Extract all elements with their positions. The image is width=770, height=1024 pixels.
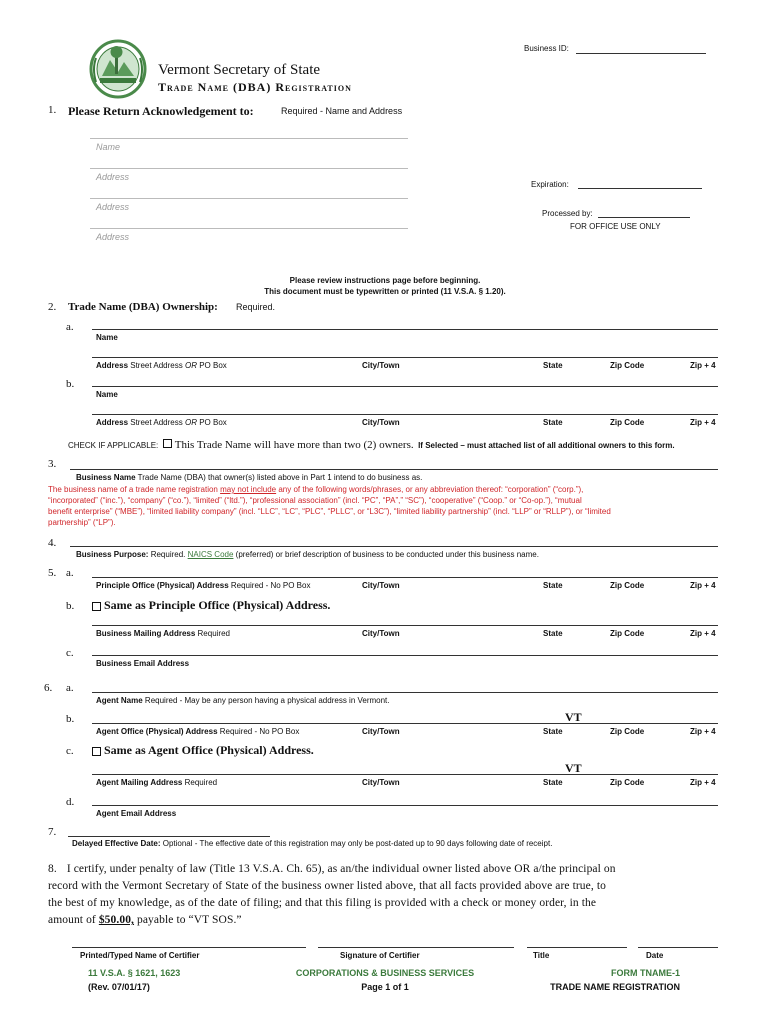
certification-text: 8. I certify, under penalty of law (Title 13 V.S.A. Ch. 65), as an/the individual owner listed above OR a/the principal on record with the Vermont Secretary of State of the business owner listed above, that all facts provided above are true, to the best of my knowledge, as of the date of filing; and that this filing is provided with a check or money order, in the amount of $50.00, payable to “VT SOS.”	[48, 863, 616, 926]
agent-office-state-label: State	[543, 727, 563, 736]
s5-a: a.	[66, 567, 74, 579]
owner-b-state-label: State	[543, 418, 563, 427]
agent-name-label: Agent Name Required - May be any person having a physical address in Vermont.	[96, 696, 390, 705]
check-applicable-label: CHECK IF APPLICABLE:	[68, 441, 159, 450]
owner-a-zip4-label: Zip + 4	[690, 361, 716, 370]
s2-a: a.	[66, 321, 74, 333]
more-owners-row	[68, 435, 675, 453]
agent-email-field[interactable]	[92, 805, 718, 806]
footer-page: Page 1 of 1	[361, 982, 409, 992]
expiration-field[interactable]	[578, 188, 702, 189]
s1-required: Required - Name and Address	[281, 106, 403, 116]
owner-a-address-field[interactable]	[92, 357, 718, 358]
principle-office-field[interactable]	[92, 577, 718, 578]
agent-mailing-zip4-label: Zip + 4	[690, 778, 716, 787]
title-label: Title	[533, 951, 550, 960]
footer-form-title: TRADE NAME REGISTRATION	[550, 982, 680, 992]
s2-num: 2.	[48, 301, 57, 313]
expiration-label: Expiration:	[531, 180, 569, 189]
agent-mailing-vt: VT	[565, 761, 582, 775]
s5-b: b.	[66, 600, 75, 612]
delayed-date-field[interactable]	[68, 836, 270, 837]
more-owners-checkbox[interactable]	[163, 439, 172, 448]
s1-label: Please Return Acknowledgement to:	[68, 104, 254, 118]
vermont-seal-logo	[88, 38, 148, 100]
principle-state-label: State	[543, 581, 563, 590]
owner-b-address-field[interactable]	[92, 414, 718, 415]
s2-label: Trade Name (DBA) Ownership:	[68, 301, 218, 313]
naics-code-link[interactable]: NAICS Code	[187, 550, 234, 559]
owner-b-name-field[interactable]	[92, 386, 718, 387]
owner-a-name-label: Name	[96, 333, 118, 342]
same-principle-checkbox[interactable]	[92, 602, 101, 611]
principle-zip4-label: Zip + 4	[690, 581, 716, 590]
owner-a-address-label: Address Street Address OR PO Box	[96, 361, 227, 370]
s6-b: b.	[66, 713, 75, 725]
s1-address-field-1[interactable]: Address	[96, 172, 130, 182]
agent-email-label: Agent Email Address	[96, 809, 177, 818]
owner-b-zip-label: Zip Code	[610, 418, 645, 427]
s6-a: a.	[66, 682, 74, 694]
principle-office-label: Principle Office (Physical) Address Required - No PO Box	[96, 581, 311, 590]
agent-mailing-zip-label: Zip Code	[610, 778, 645, 787]
printed-name-label: Printed/Typed Name of Certifier	[80, 951, 200, 960]
s2-required: Required.	[236, 302, 276, 312]
agent-office-city-label: City/Town	[362, 727, 400, 736]
principle-city-label: City/Town	[362, 581, 400, 590]
agent-mailing-state-label: State	[543, 778, 563, 787]
office-use-label: FOR OFFICE USE ONLY	[570, 222, 661, 231]
agent-mailing-label: Agent Mailing Address Required	[96, 778, 218, 787]
date-field[interactable]	[638, 947, 718, 948]
s3-desc: Business Name Trade Name (DBA) that owner(s) listed above in Part 1 intend to do business as.	[76, 473, 423, 482]
mailing-address-label: Business Mailing Address Required	[96, 629, 230, 638]
signature-label: Signature of Certifier	[340, 951, 420, 960]
principle-zip-label: Zip Code	[610, 581, 645, 590]
footer-statute: 11 V.S.A. § 1621, 1623	[88, 968, 181, 978]
owner-a-zip-label: Zip Code	[610, 361, 645, 370]
mailing-address-field[interactable]	[92, 625, 718, 626]
s5-c: c.	[66, 647, 74, 659]
title-line2: Trade Name (DBA) Registration	[158, 80, 352, 94]
s1-address-field-2[interactable]: Address	[96, 202, 130, 212]
s1-address-field-3[interactable]: Address	[96, 232, 130, 242]
s4-num: 4.	[48, 537, 57, 549]
footer-rev: (Rev. 07/01/17)	[88, 982, 150, 992]
same-principle-row: Same as Principle Office (Physical) Address.	[92, 598, 330, 613]
more-owners-note: If Selected – must attached list of all additional owners to this form.	[418, 441, 675, 450]
notice-line1: Please review instructions page before beginning.	[289, 276, 481, 285]
s3-warning: The business name of a trade name registration may not include any of the following words/phrases, or any abbreviation thereof: “corporation” (“corp.”), “incorporated” (“inc.”), “company” (“co.”), “limited” (“ltd.”), “professional association” (incl. “PC”, “PA”,” “SC”), “cooperative” (“Coop.” or “Co-op.”), “mutual benefit enterprise” (“MBE”), “limited liability company” (incl. “LLC”, “LC”, “PLC”, “PLLC”, or “L3C”), “limited liability partnership” (incl. “LLP” or “RLLP”), or “limited partnership” (“LP”).	[48, 485, 611, 527]
business-name-field[interactable]	[70, 469, 718, 470]
notice-line2: This document must be typewritten or printed (11 V.S.A. § 1.20).	[264, 287, 506, 296]
s6-c: c.	[66, 745, 74, 757]
s1-name-field[interactable]: Name	[96, 142, 121, 152]
s7-num: 7.	[48, 826, 57, 838]
printed-name-field[interactable]	[72, 947, 306, 948]
agent-office-zip4-label: Zip + 4	[690, 727, 716, 736]
title-line1: Vermont Secretary of State	[158, 62, 321, 78]
agent-office-label: Agent Office (Physical) Address Required - No PO Box	[96, 727, 300, 736]
s2-b: b.	[66, 378, 75, 390]
owner-a-state-label: State	[543, 361, 563, 370]
same-agent-row: Same as Agent Office (Physical) Address.	[92, 743, 314, 758]
delayed-date-label: Delayed Effective Date: Optional - The effective date of this registration may only be post-dated up to 90 days following date of receipt.	[72, 839, 553, 848]
business-id-field[interactable]	[576, 53, 706, 54]
agent-name-field[interactable]	[92, 692, 718, 693]
agent-office-zip-label: Zip Code	[610, 727, 645, 736]
owner-b-zip4-label: Zip + 4	[690, 418, 716, 427]
mailing-zip4-label: Zip + 4	[690, 629, 716, 638]
mailing-city-label: City/Town	[362, 629, 400, 638]
title-field[interactable]	[527, 947, 627, 948]
mailing-zip-label: Zip Code	[610, 629, 645, 638]
s6-d: d.	[66, 796, 75, 808]
agent-mailing-field[interactable]	[92, 774, 718, 775]
owner-b-name-label: Name	[96, 390, 118, 399]
date-label: Date	[646, 951, 664, 960]
footer-form: FORM TNAME-1	[611, 968, 680, 978]
owner-a-city-label: City/Town	[362, 361, 400, 370]
business-id-label: Business ID:	[524, 44, 569, 53]
s1-num: 1.	[48, 104, 57, 116]
signature-field[interactable]	[318, 947, 514, 948]
s4-desc: Business Purpose: Required. NAICS Code (preferred) or brief description of business to be conducted under this business name.	[76, 550, 539, 559]
processed-label: Processed by:	[542, 209, 593, 218]
business-email-field[interactable]	[92, 655, 718, 656]
business-purpose-field[interactable]	[70, 546, 718, 547]
footer-division: CORPORATIONS & BUSINESS SERVICES	[295, 968, 475, 978]
more-owners-text: This Trade Name will have more than two (2) owners.	[174, 439, 414, 451]
mailing-state-label: State	[543, 629, 563, 638]
owner-b-address-label: Address Street Address OR PO Box	[96, 418, 227, 427]
same-agent-checkbox[interactable]	[92, 747, 101, 756]
s3-num: 3.	[48, 458, 57, 470]
agent-office-vt: VT	[565, 710, 582, 724]
processed-field[interactable]	[598, 217, 690, 218]
owner-b-city-label: City/Town	[362, 418, 400, 427]
agent-mailing-city-label: City/Town	[362, 778, 400, 787]
s6-num: 6.	[44, 682, 53, 694]
agent-office-field[interactable]	[92, 723, 718, 724]
business-email-label: Business Email Address	[96, 659, 190, 668]
owner-a-name-field[interactable]	[92, 329, 718, 330]
s5-num: 5.	[48, 567, 57, 579]
